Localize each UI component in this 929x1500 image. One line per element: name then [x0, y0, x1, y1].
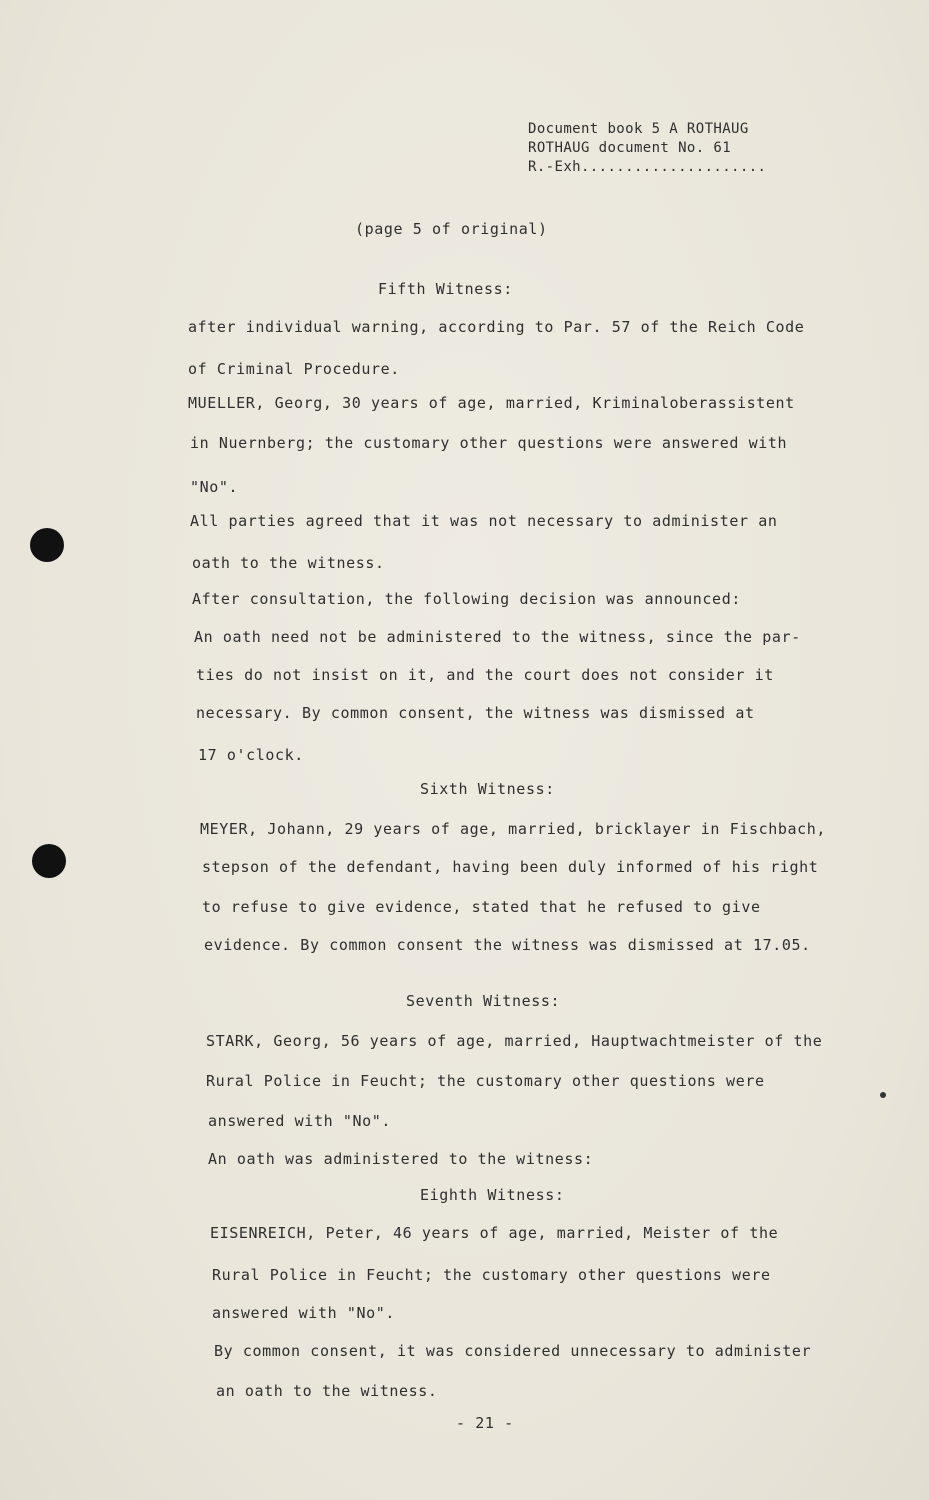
fifth-witness-line: ties do not insist on it, and the court does not consider it — [196, 666, 774, 684]
eighth-witness-line: EISENREICH, Peter, 46 years of age, married, Meister of the — [210, 1224, 779, 1242]
eighth-witness-line: an oath to the witness. — [216, 1382, 438, 1400]
page-note: (page 5 of original) — [355, 220, 548, 238]
seventh-witness-line: answered with "No". — [208, 1112, 391, 1130]
seventh-witness-line: STARK, Georg, 56 years of age, married, Hauptwachtmeister of the — [206, 1032, 823, 1050]
fifth-witness-line: All parties agreed that it was not necessary to administer an — [190, 512, 778, 530]
page-number: - 21 - — [456, 1414, 514, 1432]
fifth-witness-heading: Fifth Witness: — [378, 280, 513, 298]
fifth-witness-line: of Criminal Procedure. — [188, 360, 400, 378]
eighth-witness-heading: Eighth Witness: — [420, 1186, 565, 1204]
fifth-witness-line: in Nuernberg; the customary other questions were answered with — [190, 434, 788, 452]
sixth-witness-line: MEYER, Johann, 29 years of age, married, bricklayer in Fischbach, — [200, 820, 826, 838]
fifth-witness-line: after individual warning, according to Par. 57 of the Reich Code — [188, 318, 805, 336]
rothaug-document-no: ROTHAUG document No. 61 — [528, 140, 732, 156]
ink-speck — [880, 1092, 886, 1098]
seventh-witness-line: An oath was administered to the witness: — [208, 1150, 594, 1168]
fifth-witness-line: An oath need not be administered to the witness, since the par- — [194, 628, 801, 646]
fifth-witness-line: After consultation, the following decision was announced: — [192, 590, 741, 608]
document-book-ref: Document book 5 A ROTHAUG — [528, 121, 749, 137]
eighth-witness-line: Rural Police in Feucht; the customary other questions were — [212, 1266, 771, 1284]
seventh-witness-heading: Seventh Witness: — [406, 992, 561, 1010]
fifth-witness-line: 17 o'clock. — [198, 746, 304, 764]
sixth-witness-line: to refuse to give evidence, stated that he refused to give — [202, 898, 761, 916]
fifth-witness-line: MUELLER, Georg, 30 years of age, married, Kriminaloberassistent — [188, 394, 795, 412]
fifth-witness-line: necessary. By common consent, the witness was dismissed at — [196, 704, 755, 722]
seventh-witness-line: Rural Police in Feucht; the customary other questions were — [206, 1072, 765, 1090]
eighth-witness-line: By common consent, it was considered unnecessary to administer — [214, 1342, 812, 1360]
sixth-witness-line: stepson of the defendant, having been duly informed of his right — [202, 858, 819, 876]
fifth-witness-line: "No". — [190, 478, 239, 496]
fifth-witness-line: oath to the witness. — [192, 554, 385, 572]
punch-hole-top — [30, 528, 64, 562]
sixth-witness-line: evidence. By common consent the witness was dismissed at 17.05. — [204, 936, 811, 954]
exhibit-number: R.-Exh..................... — [528, 159, 767, 175]
sixth-witness-heading: Sixth Witness: — [420, 780, 555, 798]
punch-hole-bottom — [32, 844, 66, 878]
eighth-witness-line: answered with "No". — [212, 1304, 395, 1322]
